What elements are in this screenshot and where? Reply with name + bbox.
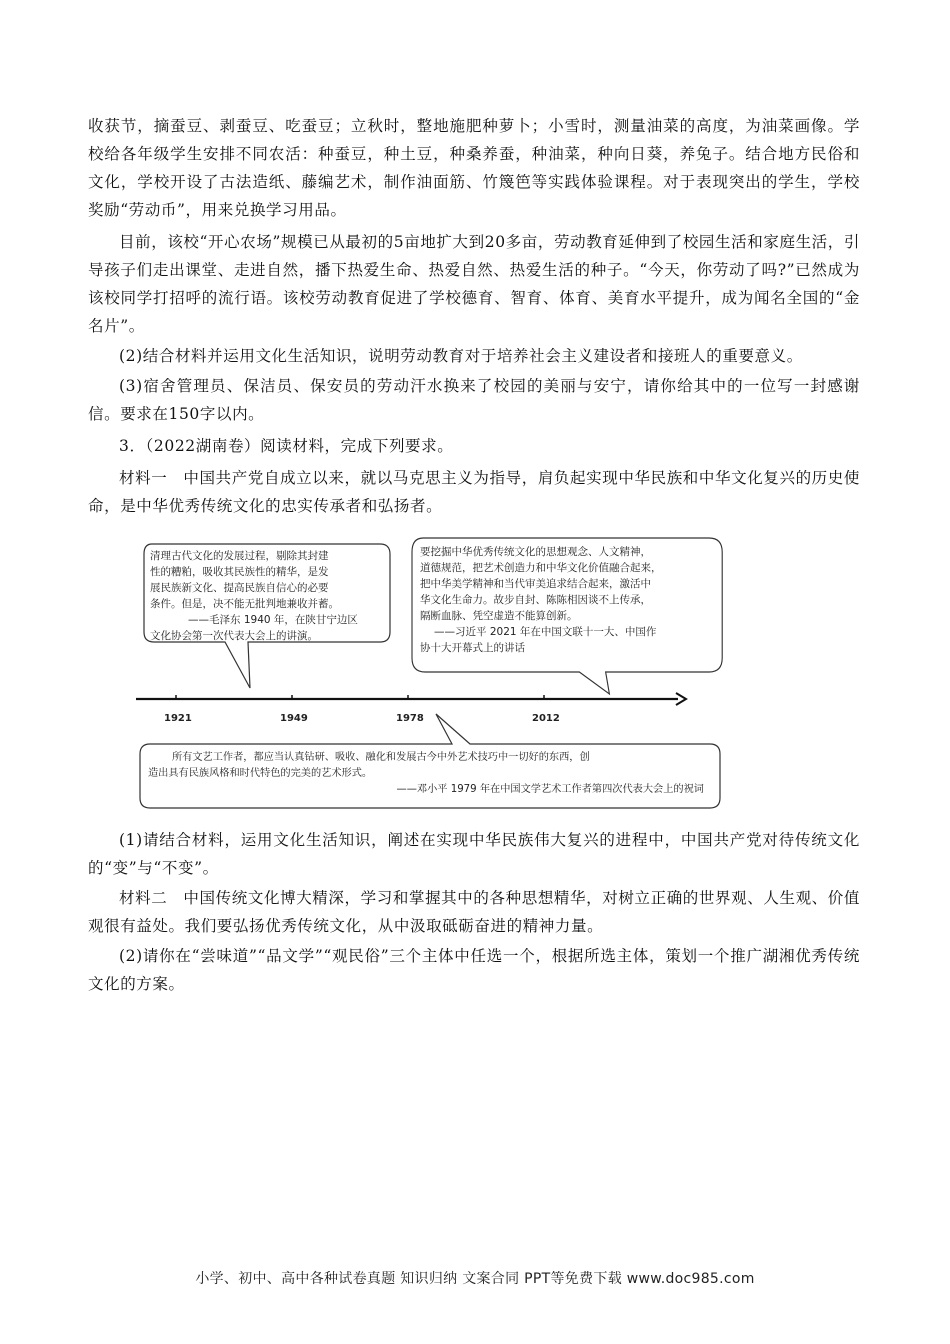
mao-quote-line: 性的糟粕，吸收其民族性的精华，是发 bbox=[150, 566, 329, 578]
mao-quote-source: ——毛泽东 1940 年，在陕甘宁边区 bbox=[188, 614, 358, 626]
year-label-1978: 1978 bbox=[396, 713, 424, 724]
xi-quote-line: 华文化生命力。故步自封、陈陈相因谈不上传承， bbox=[420, 594, 651, 606]
year-label-1921: 1921 bbox=[164, 713, 192, 724]
question-2: (2)结合材料并运用文化生活知识，说明劳动教育对于培养社会主义建设者和接班人的重要意义。 bbox=[119, 347, 803, 365]
bubble-deng-text bbox=[148, 750, 714, 798]
year-label-1949: 1949 bbox=[280, 713, 308, 724]
xi-quote-line: 把中华美学精神和当代审美追求结合起来，激活中 bbox=[420, 578, 651, 590]
mao-quote-line: 清理古代文化的发展过程，剔除其封建 bbox=[150, 550, 329, 562]
year-label-2012: 2012 bbox=[532, 713, 560, 724]
xi-quote-line: 要挖掘中华优秀传统文化的思想观念、人文精神， bbox=[420, 546, 651, 558]
timeline-figure bbox=[130, 530, 730, 820]
question-title-3: 3．（2022湖南卷）阅读材料，完成下列要求。 bbox=[119, 437, 454, 455]
deng-quote-line: 造出具有民族风格和时代特色的完美的艺术形式。 bbox=[148, 768, 373, 779]
bubble-xi-text bbox=[420, 544, 720, 656]
question-2b: (2)请你在“尝味道”“品文学”“观民俗”三个主体中任选一个，根据所选主体，策划一个推广湖湘优秀传统文化的方案。 bbox=[88, 947, 860, 993]
bubble-mao-text bbox=[150, 548, 390, 644]
mao-quote-line: 条件。但是，决不能无批判地兼收并蓄。 bbox=[150, 598, 339, 610]
paragraph-labor-education: 目前，该校“开心农场”规模已从最初的5亩地扩大到20多亩，劳动教育延伸到了校园生活和家庭生活，引导孩子们走出课堂、走进自然，播下热爱生命、热爱自然、热爱生活的种子。“今天，你劳动了吗?”已然成为该校同学打招呼的流行语。该校劳动教育促进了学校德育、智育、体育、美育水平提升，成为闻名全国的“金名片”。 bbox=[88, 233, 860, 335]
xi-quote-source: ——习近平 2021 年在中国文联十一大、中国作 bbox=[434, 626, 657, 638]
question-1b: (1)请结合材料，运用文化生活知识，阐述在实现中华民族伟大复兴的进程中，中国共产党对待传统文化的“变”与“不变”。 bbox=[88, 831, 860, 877]
mao-quote-line: 展民族新文化、提高民族自信心的必要 bbox=[150, 582, 329, 594]
question-3: (3)宿舍管理员、保洁员、保安员的劳动汗水换来了校园的美丽与安宁，请你给其中的一位写一封感谢信。要求在150字以内。 bbox=[88, 377, 860, 423]
deng-quote-source: ——邓小平 1979 年在中国文学艺术工作者第四次代表大会上的祝词 bbox=[396, 784, 704, 795]
material-one: 材料一 中国共产党自成立以来，就以马克思主义为指导，肩负起实现中华民族和中华文化复兴的历史使命，是中华优秀传统文化的忠实传承者和弘扬者。 bbox=[88, 469, 860, 515]
deng-quote-line: 所有文艺工作者，都应当认真钻研、吸收、融化和发展古今中外艺术技巧中一切好的东西，创 bbox=[172, 752, 590, 763]
material-two: 材料二 中国传统文化博大精深，学习和掌握其中的各种思想精华，对树立正确的世界观、人生观、价值观很有益处。我们要弘扬优秀传统文化，从中汲取砥砺奋进的精神力量。 bbox=[88, 889, 860, 935]
paragraph-farm-activities: 收获节，摘蚕豆、剥蚕豆、吃蚕豆；立秋时，整地施肥种萝卜；小雪时，测量油菜的高度，为油菜画像。学校给各年级学生安排不同农活：种蚕豆，种土豆，种桑养蚕，种油菜，种向日葵，养兔子。结合地方民俗和文化，学校开设了古法造纸、藤编艺术，制作油面筋、竹篾笆等实践体验课程。对于表现突出的学生，学校奖励“劳动币”，用来兑换学习用品。 bbox=[88, 117, 860, 219]
mao-quote-source: 文化协会第一次代表大会上的讲演。 bbox=[150, 630, 318, 642]
xi-quote-source: 协十大开幕式上的讲话 bbox=[420, 642, 525, 654]
xi-quote-line: 道德规范，把艺术创造力和中华文化价值融合起来， bbox=[420, 562, 662, 574]
xi-quote-line: 隔断血脉、凭空虚造不能算创新。 bbox=[420, 610, 578, 622]
page-footer: 小学、初中、高中各种试卷真题 知识归纳 文案合同 PPT等免费下载 www.doc985.com bbox=[195, 1271, 755, 1287]
